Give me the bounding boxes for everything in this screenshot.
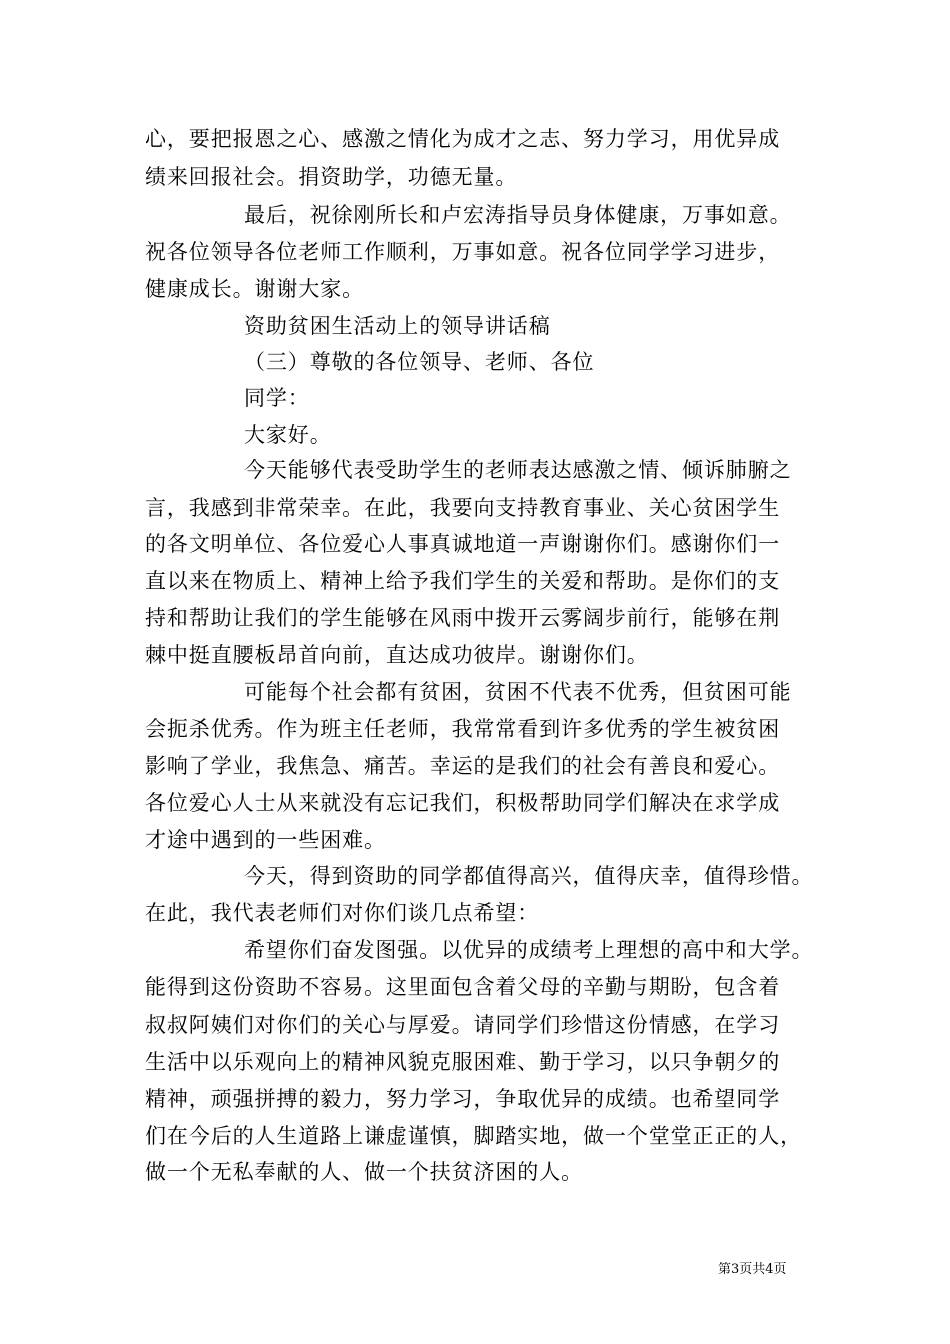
text-line: 做一个无私奉献的人、做一个扶贫济困的人。: [145, 1160, 583, 1184]
text-line: 最后，祝徐刚所长和卢宏涛指导员身体健康，万事如意。: [244, 203, 792, 227]
text-line: 可能每个社会都有贫困，贫困不代表不优秀，但贫困可能: [244, 680, 792, 704]
text-line: 今天，得到资助的同学都值得高兴，值得庆幸，值得珍惜。: [244, 864, 814, 888]
text-line: 生活中以乐观向上的精神风貌克服困难、勤于学习，以只争朝夕的: [145, 1050, 781, 1074]
text-line: 言，我感到非常荣幸。在此，我要向支持教育事业、关心贫困学生: [145, 496, 781, 520]
text-line: 们在今后的人生道路上谦虚谨慎，脚踏实地，做一个堂堂正正的人，: [145, 1124, 802, 1148]
text-line: 直以来在物质上、精神上给予我们学生的关爱和帮助。是你们的支: [145, 569, 781, 593]
page-number-footer: 第3页共4页: [718, 1262, 787, 1277]
text-line: 的各文明单位、各位爱心人事真诚地道一声谢谢你们。感谢你们一: [145, 532, 781, 556]
text-line: 叔叔阿姨们对你们的关心与厚爱。请同学们珍惜这份情感，在学习: [145, 1013, 781, 1037]
text-line: 持和帮助让我们的学生能够在风雨中拨开云雾阔步前行，能够在荆: [145, 606, 781, 630]
text-line: 影响了学业，我焦急、痛苦。幸运的是我们的社会有善良和爱心。: [145, 754, 781, 778]
text-line: 健康成长。谢谢大家。: [145, 277, 364, 301]
text-line: 棘中挺直腰板昂首向前，直达成功彼岸。谢谢你们。: [145, 643, 649, 667]
text-line: 希望你们奋发图强。以优异的成绩考上理想的高中和大学。: [244, 938, 814, 962]
text-line: 能得到这份资助不容易。这里面包含着父母的辛勤与期盼，包含着: [145, 975, 781, 999]
text-line: （三）尊敬的各位领导、老师、各位: [244, 350, 595, 374]
text-line: 才途中遇到的一些困难。: [145, 828, 386, 852]
text-line: 会扼杀优秀。作为班主任老师，我常常看到许多优秀的学生被贫困: [145, 717, 781, 741]
text-line: 同学：: [244, 386, 310, 410]
text-line: 绩来回报社会。捐资助学，功德无量。: [145, 165, 518, 189]
text-line: 在此，我代表老师们对你们谈几点希望：: [145, 901, 540, 925]
text-line: 各位爱心人士从来就没有忘记我们，积极帮助同学们解决在求学成: [145, 791, 781, 815]
text-line: 心，要把报恩之心、感激之情化为成才之志、努力学习，用优异成: [145, 127, 781, 151]
text-line: 祝各位领导各位老师工作顺利，万事如意。祝各位同学学习进步，: [145, 240, 781, 264]
text-line: 精神，顽强拼搏的毅力，努力学习，争取优异的成绩。也希望同学: [145, 1087, 781, 1111]
section-title: 资助贫困生活动上的领导讲话稿: [244, 314, 551, 338]
text-line: 今天能够代表受助学生的老师表达感激之情、倾诉肺腑之: [244, 458, 792, 482]
text-line: 大家好。: [244, 423, 332, 447]
